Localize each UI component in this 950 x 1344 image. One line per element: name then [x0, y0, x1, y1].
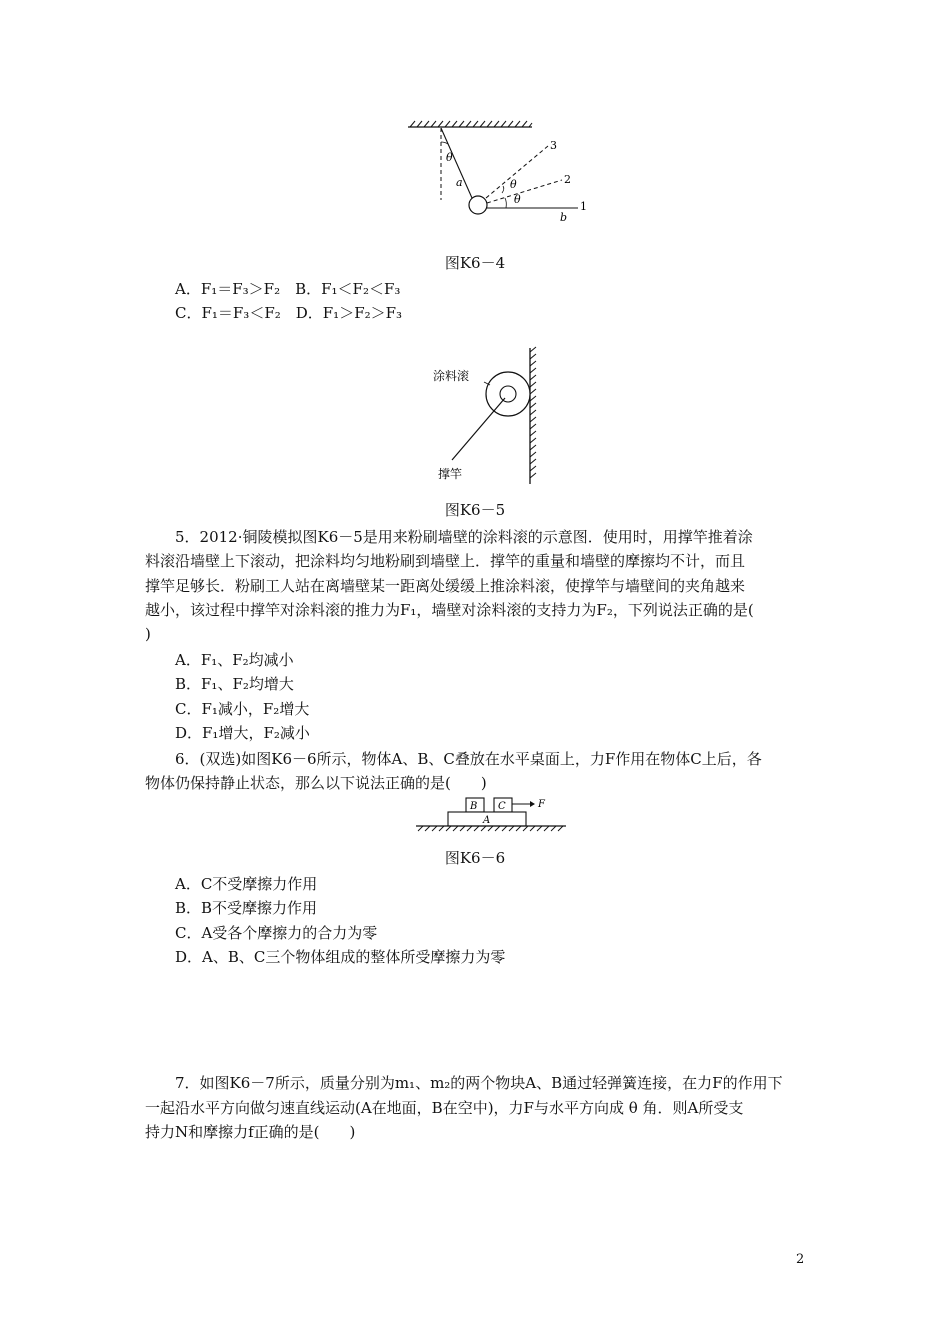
fig4-label-a: a — [456, 176, 463, 189]
fig4-label-3: 3 — [550, 139, 557, 152]
q5-option-c: C．F₁减小，F₂增大 — [175, 700, 310, 718]
q6-stem-line1: 6．(双选)如图K6－6所示，物体A、B、C叠放在水平桌面上，力F作用在物体C上后，各 — [175, 750, 762, 768]
figure-k6-4 — [400, 118, 600, 230]
figure-k6-6-caption: 图K6－6 — [444, 849, 506, 867]
q6-option-a: A．C不受摩擦力作用 — [175, 875, 318, 893]
q5-stem-line5: ) — [145, 625, 151, 643]
page-number: 2 — [796, 1252, 805, 1267]
fig4-label-2: 2 — [564, 173, 571, 186]
q7-stem-line3: 持力N和摩擦力f正确的是( ) — [145, 1123, 356, 1141]
figure-k6-6 — [412, 793, 572, 837]
fig6-label-c: C — [498, 801, 506, 812]
q5-stem-line2: 料滚沿墙壁上下滚动，把涂料均匀地粉刷到墙壁上．撑竿的重量和墙壁的摩擦均不计，而且 — [145, 552, 746, 570]
q6-option-b: B．B不受摩擦力作用 — [175, 899, 318, 917]
q5-stem-line3: 撑竿足够长．粉刷工人站在离墙壁某一距离处缓缓上推涂料滚，使撑竿与墙壁间的夹角越来 — [145, 577, 746, 595]
fig6-label-f: F — [538, 799, 545, 810]
q5-option-d: D．F₁增大，F₂减小 — [175, 724, 310, 742]
q5-stem-line4: 越小，该过程中撑竿对涂料滚的推力为F₁，墙壁对涂料滚的支持力为F₂，下列说法正确的是( — [145, 601, 754, 619]
q5-stem-line1: 5．2012·铜陵模拟图K6－5是用来粉刷墙壁的涂料滚的示意图．使用时，用撑竿推着涂 — [175, 528, 753, 546]
q6-option-c: C．A受各个摩擦力的合力为零 — [175, 924, 378, 942]
fig4-theta-upper: θ — [510, 178, 517, 191]
q4-options-line2: C．F₁＝F₃＜F₂ D．F₁＞F₂＞F₃ — [175, 304, 403, 322]
fig4-label-b: b — [560, 211, 568, 224]
q5-option-a: A．F₁、F₂均减小 — [175, 651, 294, 669]
figure-k6-5 — [430, 346, 550, 488]
figure-k6-5-caption: 图K6－5 — [444, 501, 506, 519]
q6-stem-line2: 物体仍保持静止状态，那么以下说法正确的是( ) — [145, 774, 487, 792]
figure-k6-4-caption: 图K6－4 — [444, 254, 506, 272]
fig5-roller-label: 涂料滚 — [433, 369, 470, 383]
fig4-theta-wall: θ — [446, 151, 453, 164]
q4-options-line1: A．F₁＝F₃＞F₂ B．F₁＜F₂＜F₃ — [175, 280, 401, 298]
fig4-label-1: 1 — [580, 200, 587, 213]
q7-stem-line2: 一起沿水平方向做匀速直线运动(A在地面，B在空中)，力F与水平方向成 θ 角．则A所受支 — [145, 1099, 744, 1117]
q6-option-d: D．A、B、C三个物体组成的整体所受摩擦力为零 — [175, 948, 506, 966]
fig6-label-b: B — [470, 801, 478, 812]
fig4-theta-lower: θ — [514, 193, 521, 206]
fig6-label-a: A — [483, 815, 491, 826]
q7-stem-line1: 7．如图K6－7所示，质量分别为m₁、m₂的两个物块A、B通过轻弹簧连接，在力F的作用下 — [175, 1074, 783, 1092]
fig5-pole-label: 撑竿 — [438, 467, 463, 481]
q5-option-b: B．F₁、F₂均增大 — [175, 675, 294, 693]
